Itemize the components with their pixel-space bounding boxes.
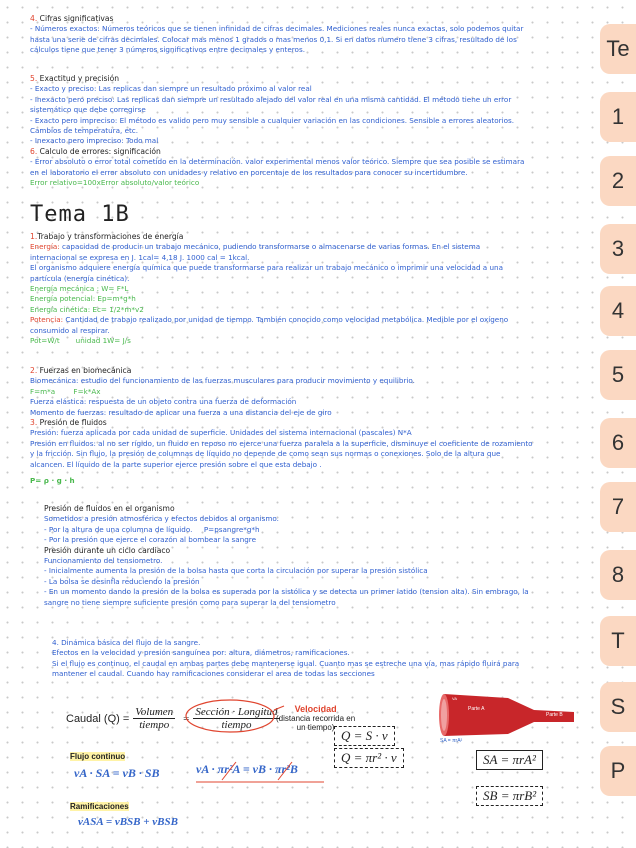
tab-7[interactable]: 7 xyxy=(600,482,636,532)
text-line: Momento de fuerzas: resultado de aplicar una fuerza a una distancia del eje de giro xyxy=(30,407,332,417)
ramificaciones-equation: vASA = vBSB + vBSB xyxy=(78,816,178,828)
text-line: Efectos en la velocidad y presión sanguínea por: altura, diámetros, ramificaciones. xyxy=(52,648,350,658)
section-number: 2. xyxy=(30,366,38,375)
flujo-equation: vA · SA = vB · SB xyxy=(74,766,160,780)
section-dinamica xyxy=(52,638,582,680)
text-line: - Por la altura de una columna de líquido. P=psangre*g*h xyxy=(44,524,260,534)
text-line: El organismo adquiere energía química que puede transformarse para realizar un trabajo mecánico o imprimir una velocidad a una xyxy=(30,263,504,273)
section-fuerzas xyxy=(30,366,586,486)
formula-area xyxy=(30,690,590,840)
text-line: Fuerza elástica: respuesta de un objeto contra una fuerza de deformación xyxy=(30,397,297,407)
text-line: - Exacto pero impreciso: El método es valido pero muy sensible a cualquier variación en las condiciones. Sensible a errores aleatorios. xyxy=(30,115,515,125)
text-line: - En un momento dando la presión de la bolsa es superada por la sistólica y se detecta un primer latido (tension alta). Sin embrago, la xyxy=(44,587,529,597)
formula-box-q1: Q = S · v xyxy=(334,726,395,746)
text-line: Cantidad de trabajo realizado por unidad de tiempo. También conocido como velocidad metabólica. Medible por el oxígeno xyxy=(65,315,509,325)
tab-t[interactable]: T xyxy=(600,616,636,666)
text-line: - Exacto y preciso: Las replicas dan siempre un resultado próximo al valor real xyxy=(30,84,312,94)
text-line: hasta una serie de cifras decimales. Colocar mas menos 1 grados o mas menos 0,1. Si en datos numero tiene 3 cifras, resultado de los xyxy=(30,34,517,44)
section-number: 5. xyxy=(30,74,38,83)
formula-box-sb: SB = πrB² xyxy=(476,786,543,806)
cancel-strokes xyxy=(196,760,326,784)
subsection-title: Presión de fluidos en el organismo xyxy=(44,504,175,513)
formula-line: Error relativo=100xError absoluto/valor teórico xyxy=(30,178,200,188)
tab-3[interactable]: 3 xyxy=(600,224,636,274)
tab-1[interactable]: 1 xyxy=(600,92,636,142)
section-title: Exactitud y precisión xyxy=(39,74,120,83)
tab-s[interactable]: S xyxy=(600,682,636,732)
section-title: Presión de fluidos xyxy=(39,418,107,428)
fraction-volumen: Volumen tiempo xyxy=(135,706,174,731)
subsection-title: Presión durante un ciclo cardiaco xyxy=(44,545,171,555)
tab-te[interactable]: Te xyxy=(600,24,636,74)
text-line: Presión: fuerza aplicada por cada unidad de superficie. Unidades del sistema internacional (pascales) N*A xyxy=(30,428,412,438)
section-number: 4. xyxy=(30,14,38,23)
tab-5[interactable]: 5 xyxy=(600,350,636,400)
tab-p[interactable]: P xyxy=(600,746,636,796)
caudal-label: Caudal (Q) = xyxy=(66,712,130,725)
text-line: - Inexacto pero impreciso: Todo mal xyxy=(30,136,159,146)
part-a-label: Parte A xyxy=(468,706,485,712)
text-line: Cambios de temperatura, etc. xyxy=(30,126,139,136)
formula-line: P= ρ · g · h xyxy=(30,476,75,486)
text-line: - Inicialmente aumenta la presión de la bolsa hasta que corta la circulación por superar la presión sistólica xyxy=(44,566,428,576)
ramificaciones-label: Ramificaciones xyxy=(70,802,129,811)
text-line: y la fricción. Sin flujo, la presión de columnas de líquido no depende de como sean sus normas o conexiones. Solo de la altura que xyxy=(30,449,501,459)
text-line: internacional se expresa en J. 1cal= 4,18 J. 1000 cal = 1kcal. xyxy=(30,252,250,262)
text-line: - Inexacto pero preciso: Las replicas dan siempre un resultado alejado del valor real en una misma cantidad. El método tiene un error xyxy=(30,94,512,104)
fraction-seccion: Sección · Longitud tiempo xyxy=(195,706,278,731)
cancel-equation: vA · πr²A = vB · πr²B xyxy=(196,760,298,778)
tab-6[interactable]: 6 xyxy=(600,418,636,468)
formula-line: Energía cinética: Ec= 1/2*m*v2 xyxy=(30,304,144,314)
formula-line: F=m*a F=k*Ax xyxy=(30,386,101,396)
flujo-label: Flujo continuo xyxy=(70,752,126,761)
section-exactitud xyxy=(30,74,586,188)
text-line: Funcionamiento del tensiometro. xyxy=(44,556,163,566)
section-number: 3. xyxy=(30,418,38,428)
tab-8[interactable]: 8 xyxy=(600,550,636,600)
velocity-note: Velocidad (distancia recorrida en un tiempo) xyxy=(276,704,356,732)
text-line: cálculos tiene que tener 3 números significativos entre decimales y enteros. xyxy=(30,45,305,55)
section-cifras xyxy=(30,14,586,56)
section-number: 1. xyxy=(30,232,38,241)
text-line: alcancen. El líquido de la parte superior ejerce presión sobre el que esta debajo . xyxy=(30,459,322,469)
text-line: consumido al respirar. xyxy=(30,325,110,335)
vessel-diagram xyxy=(438,690,578,740)
text-line: Biomecánica: estudio del funcionamiento de las fuerzas musculares para producir movimiento y equilibrio. xyxy=(30,376,415,386)
text-line: Sometidos a presión atmosférica y efectos debidos al organismo. xyxy=(44,514,279,524)
term-label: Potencia: xyxy=(30,315,64,325)
text-line: - Error absoluto o error total cometido en la determinación. valor experimental menos valor teórico. Siempre que sea posible se estimara xyxy=(30,157,525,167)
section-title: Trabajo y transformaciones de energía xyxy=(37,232,184,241)
tube-sa-label: SA = πrA² xyxy=(440,738,463,744)
section-title: 4. Dinámica básica del flujo de la sangre. xyxy=(52,638,201,647)
section-title: Calculo de errores: significación xyxy=(39,146,161,156)
part-b-label: Parte B xyxy=(546,712,563,718)
section-trabajo xyxy=(30,232,586,346)
formula-line: Pot=W/t unidad 1W= J/s xyxy=(30,336,131,346)
term-label: Energía: xyxy=(30,242,60,252)
caudal-equation: Caudal (Q) = Volumen tiempo = Sección · Longitud tiempo xyxy=(66,706,278,731)
text-line: Presión en fluidos: al no ser rígido, un fluido en reposo no ejerce una fuerza paralela a la superficie, disminuye el coeficiente de rozamiento xyxy=(30,438,533,448)
va-label: VA xyxy=(452,696,458,701)
section-number: 6. xyxy=(30,146,38,156)
section-organismo xyxy=(44,504,584,608)
highlight-circle xyxy=(180,696,290,736)
text-line: capacidad de producir un trabajo mecánico, pudiendo transformarse o almacenarse de varias formas. En el sistema xyxy=(62,242,481,252)
tema-title: Tema 1B xyxy=(30,202,130,227)
formula-line: Energía mecánica : W= F*L xyxy=(30,284,129,294)
formula-line: Energía potencial: Ep=m*g*h xyxy=(30,294,136,304)
text-line: mantener el caudal. Cuando hay ramificaciones considerar el area de todas las secciones xyxy=(52,669,375,679)
text-line: partícula (energía cinética). xyxy=(30,273,130,283)
section-title: Fuerzas en biomecánica xyxy=(39,366,132,375)
tab-4[interactable]: 4 xyxy=(600,286,636,336)
text-line: sistemático que debe corregirse xyxy=(30,105,146,115)
text-line: - Por la presión que ejerce el corazón al bombear la sangre xyxy=(44,535,257,545)
text-line: sangre no tiene siempre suficiente presión como para superar la del tensiometro xyxy=(44,597,336,607)
tab-2[interactable]: 2 xyxy=(600,156,636,206)
text-line: en el laboratorio el error absoluto con unidades y relativo en porcentaje de los resultados para conocer su incertidumbre. xyxy=(30,167,468,177)
formula-box-q2: Q = πr² · v xyxy=(334,748,404,768)
text-line: - Números exactos: Números teóricos que se tienen infinidad de cifras decimales. Mediciones reales nunca exactas, solo podemos quitar xyxy=(30,24,524,34)
text-line: - La bolsa se desinfla reduciendo la presión xyxy=(44,576,200,586)
formula-box-sa: SA = πrA² xyxy=(476,750,543,770)
text-line: Si el flujo es continuo, el caudal en ambas partes debe mantenerse igual. Cuanto mas se estreche una vía, mas rápido fluirá para xyxy=(52,658,520,668)
section-title: Cifras significativas xyxy=(39,14,114,23)
